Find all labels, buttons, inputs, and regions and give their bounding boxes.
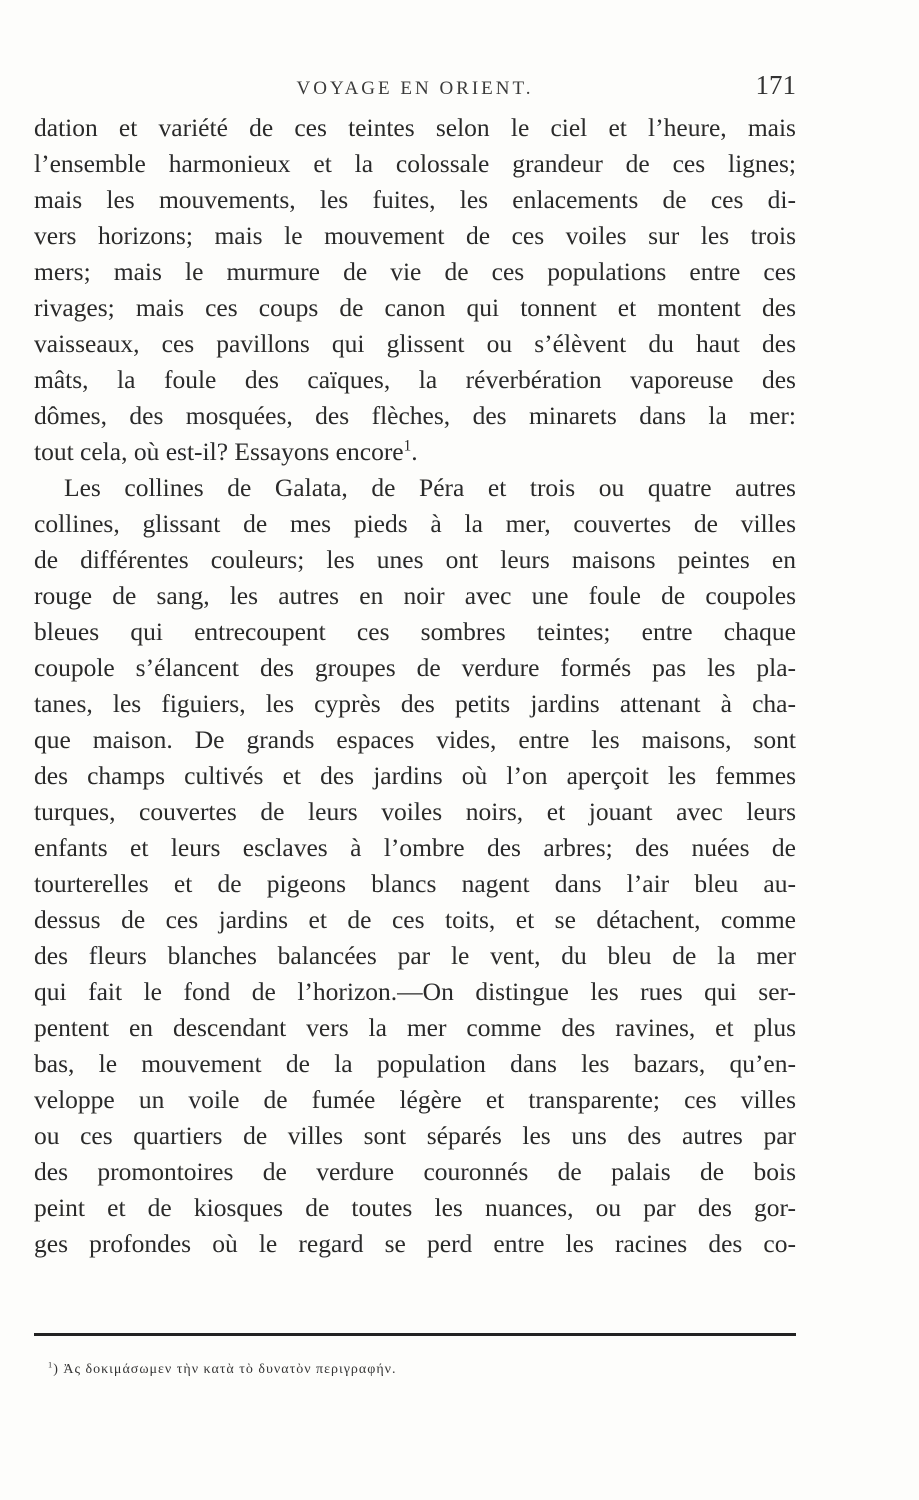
last-line-text: tout cela, où est-il? Essayons encore xyxy=(34,437,404,466)
footnote-divider xyxy=(34,1333,796,1336)
text-line: rouge de sang, les autres en noir avec une foule de coupoles xyxy=(34,581,796,610)
body-text xyxy=(34,110,796,1262)
text-line: turques, couvertes de leurs voiles noirs, et jouant avec leurs xyxy=(34,797,796,826)
text-line: que maison. De grands espaces vides, entre les maisons, sont xyxy=(34,725,796,754)
text-line: des promontoires de verdure couronnés de palais de bois xyxy=(34,1157,796,1186)
text-line: collines, glissant de mes pieds à la mer, couvertes de villes xyxy=(34,509,796,538)
text-line: ges profondes où le regard se perd entre les racines des co- xyxy=(34,1229,796,1258)
text-line: coupole s’élancent des groupes de verdure formés pas les pla- xyxy=(34,653,796,682)
text-line: Les collines de Galata, de Péra et trois ou quatre autres xyxy=(64,473,796,502)
text-line: ou ces quartiers de villes sont séparés les uns des autres par xyxy=(34,1121,796,1150)
text-line-last xyxy=(34,434,796,470)
text-line: dessus de ces jardins et de ces toits, et se détachent, comme xyxy=(34,905,796,934)
text-line: bas, le mouvement de la population dans les bazars, qu’en- xyxy=(34,1049,796,1078)
text-line: tanes, les figuiers, les cyprès des petits jardins attenant à cha- xyxy=(34,689,796,718)
text-line: pentent en descendant vers la mer comme des ravines, et plus xyxy=(34,1013,796,1042)
text-line: peint et de kiosques de toutes les nuances, ou par des gor- xyxy=(34,1193,796,1222)
footnote-reference: 1 xyxy=(403,437,412,455)
text-line: rivages; mais ces coups de canon qui tonnent et montent des xyxy=(34,293,796,322)
text-line: dation et variété de ces teintes selon le ciel et l’heure, mais xyxy=(34,113,796,142)
text-line: vaisseaux, ces pavillons qui glissent ou s’élèvent du haut des xyxy=(34,329,796,358)
text-line: dômes, des mosquées, des flèches, des minarets dans la mer: xyxy=(34,401,796,430)
last-line-end: . xyxy=(411,437,418,466)
footnote: $^1$) Ἀς δοκιμάσωμεν τὴν κατὰ τὸ δυνατὸν περιγραφήν. xyxy=(48,1360,397,1377)
text-line: vers horizons; mais le mouvement de ces voiles sur les trois xyxy=(34,221,796,250)
page-number: 171 xyxy=(755,70,796,100)
text-line: enfants et leurs esclaves à l’ombre des arbres; des nuées de xyxy=(34,833,796,862)
text-line: de différentes couleurs; les unes ont leurs maisons peintes en xyxy=(34,545,796,574)
text-line: l’ensemble harmonieux et la colossale grandeur de ces lignes; xyxy=(34,149,796,178)
text-line: tourterelles et de pigeons blancs nagent dans l’air bleu au- xyxy=(34,869,796,898)
text-line: mais les mouvements, les fuites, les enlacements de ces di- xyxy=(34,185,796,214)
text-line: des champs cultivés et des jardins où l’on aperçoit les femmes xyxy=(34,761,796,790)
footnote-text: Ἀς δοκιμάσωμεν τὴν κατὰ τὸ δυνατὸν περιγραφήν. xyxy=(63,1362,397,1377)
text-line: mâts, la foule des caïques, la réverbération vaporeuse des xyxy=(34,365,796,394)
running-title: VOYAGE EN ORIENT. xyxy=(296,78,534,99)
text-line: des fleurs blanches balancées par le vent, du bleu de la mer xyxy=(34,941,796,970)
running-head xyxy=(34,70,796,104)
text-line: mers; mais le murmure de vie de ces populations entre ces xyxy=(34,257,796,286)
text-line: veloppe un voile de fumée légère et transparente; ces villes xyxy=(34,1085,796,1114)
text-line: bleues qui entrecoupent ces sombres teintes; entre chaque xyxy=(34,617,796,646)
footnote-marker: 1 xyxy=(48,1360,54,1370)
text-line: qui fait le fond de l’horizon.—On distingue les rues qui ser- xyxy=(34,977,796,1006)
